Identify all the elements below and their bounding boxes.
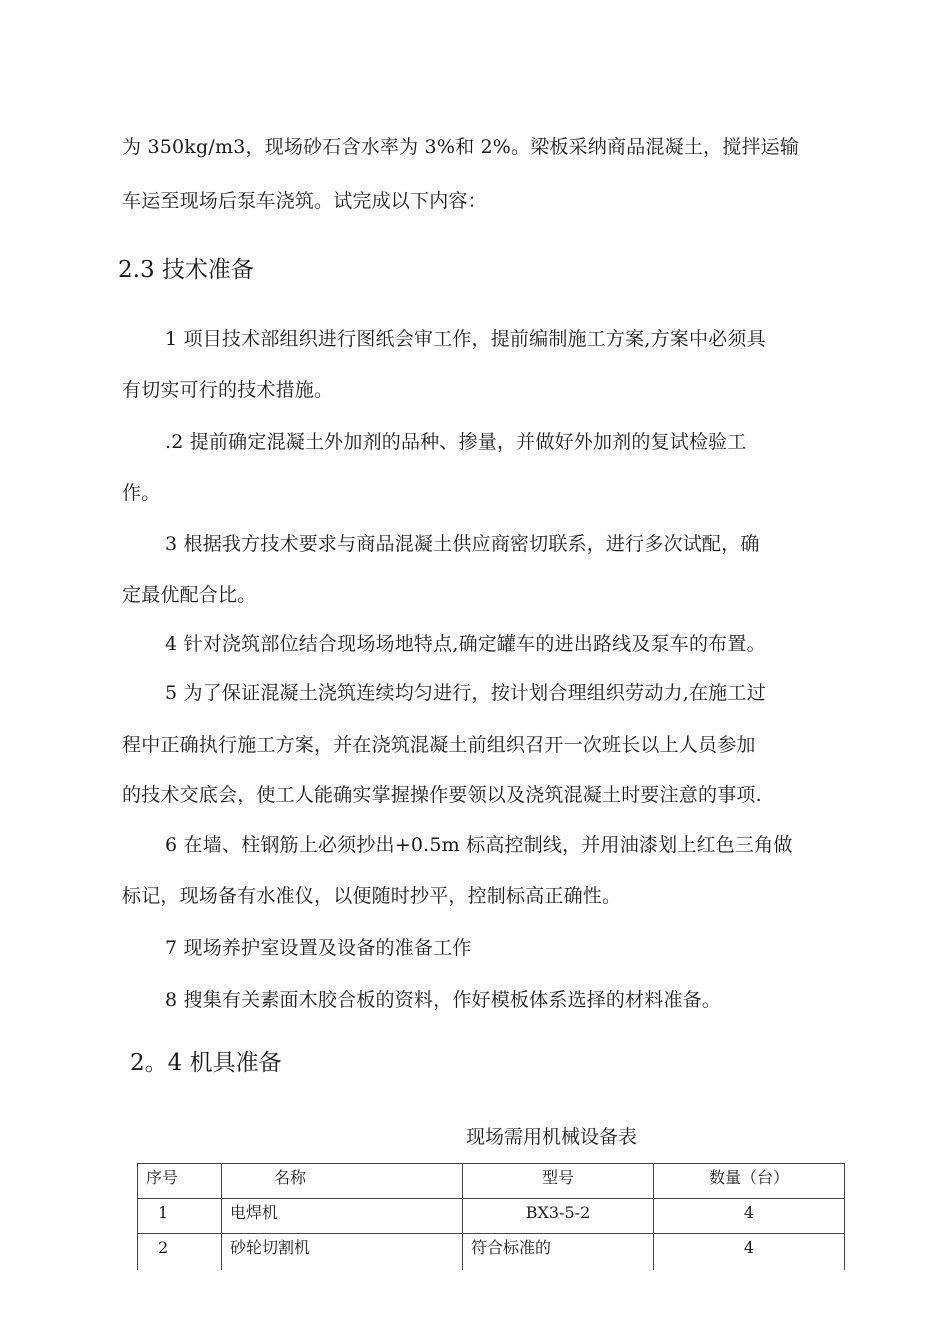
list-item-5-cont: 程中正确执行施工方案，并在浇筑混凝土前组织召开一次班长以上人员参加 — [122, 734, 756, 756]
table-cell: 符合标准的 — [463, 1234, 654, 1271]
paragraph-line: 车运至现场后泵车浇筑。试完成以下内容： — [122, 190, 487, 212]
table-row — [138, 1199, 845, 1234]
list-item-7: 7 现场养护室设置及设备的准备工作 — [165, 937, 472, 959]
list-item-1: 1 项目技术部组织进行图纸会审工作，提前编制施工方案,方案中必须具 — [165, 328, 766, 350]
list-item-2: .2 提前确定混凝土外加剂的品种、掺量，并做好外加剂的复试检验工 — [165, 431, 747, 453]
list-item-5-cont: 的技术交底会，使工人能确实掌握操作要领以及浇筑混凝土时要注意的事项. — [122, 784, 762, 806]
list-item-5: 5 为了保证混凝土浇筑连续均匀进行，按计划合理组织劳动力,在施工过 — [165, 682, 766, 704]
section-heading-2-3: 2.3 技术准备 — [118, 257, 254, 283]
header-cell: 序号 — [138, 1164, 222, 1199]
header-cell: 数量（台） — [654, 1164, 845, 1199]
paragraph-line: 为 350kg/m3，现场砂石含水率为 3%和 2%。梁板采纳商品混凝土，搅拌运输 — [122, 136, 800, 158]
list-item-3-cont: 定最优配合比。 — [122, 584, 257, 606]
section-heading-2-4: 2。4 机具准备 — [130, 1050, 282, 1076]
list-item-2-cont: 作。 — [122, 482, 161, 504]
table-header-row — [138, 1164, 845, 1199]
table-caption: 现场需用机械设备表 — [466, 1126, 638, 1148]
table-cell: 电焊机 — [222, 1199, 463, 1234]
list-item-6: 6 在墙、柱钢筋上必须抄出+0.5m 标高控制线，并用油漆划上红色三角做 — [165, 834, 793, 856]
header-cell: 名称 — [222, 1164, 463, 1199]
equipment-table — [137, 1163, 845, 1270]
header-cell: 型号 — [463, 1164, 654, 1199]
list-item-8: 8 搜集有关素面木胶合板的资料，作好模板体系选择的材料准备。 — [165, 989, 722, 1011]
list-item-4: 4 针对浇筑部位结合现场场地特点,确定罐车的进出路线及泵车的布置。 — [165, 633, 766, 655]
table-cell: BX3-5-2 — [463, 1199, 654, 1234]
list-item-1-cont: 有切实可行的技术措施。 — [122, 379, 334, 401]
table-cell: 1 — [138, 1199, 222, 1234]
table-cell: 2 — [138, 1234, 222, 1271]
table-cell: 砂轮切割机 — [222, 1234, 463, 1271]
table-cell: 4 — [654, 1234, 845, 1271]
list-item-6-cont: 标记，现场备有水准仪，以便随时抄平，控制标高正确性。 — [122, 885, 622, 907]
table-cell: 4 — [654, 1199, 845, 1234]
table-row — [138, 1234, 845, 1271]
list-item-3: 3 根据我方技术要求与商品混凝土供应商密切联系，进行多次试配，确 — [165, 533, 760, 555]
